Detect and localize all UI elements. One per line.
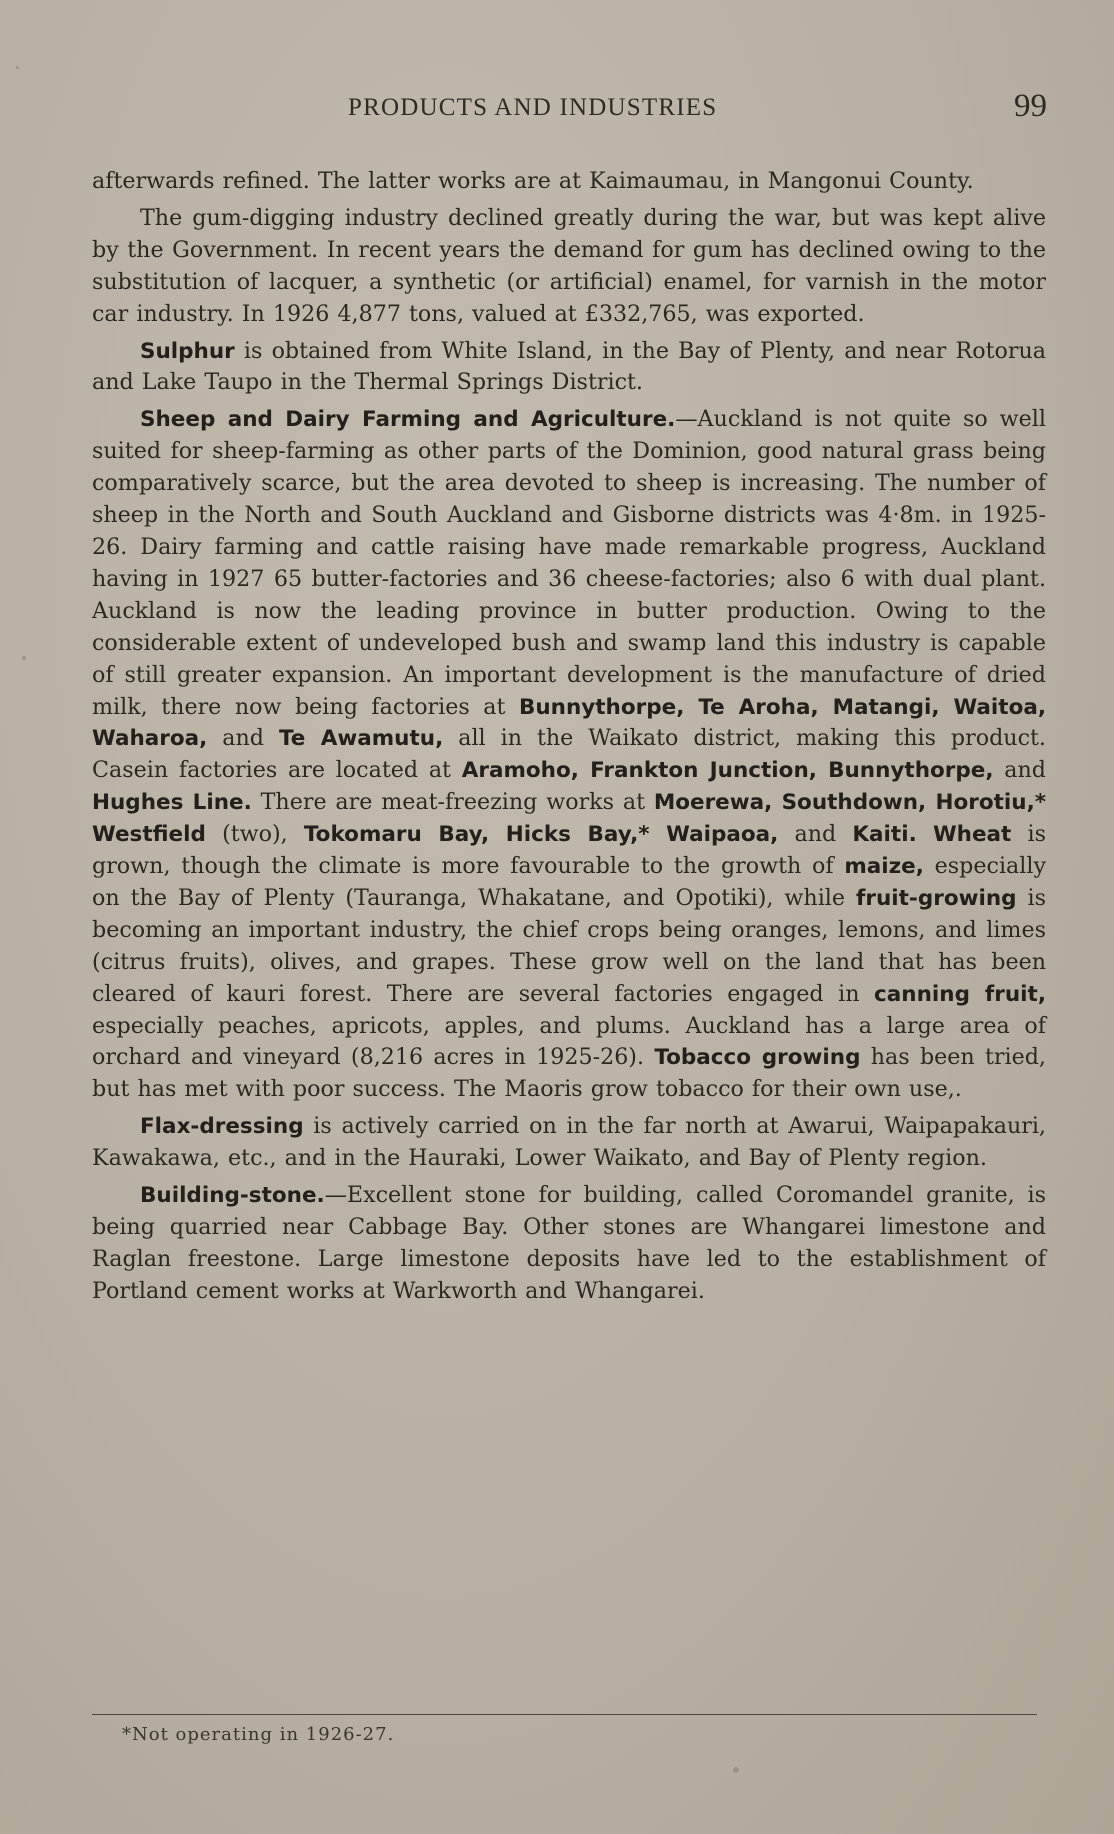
paragraph-gum-digging xyxy=(92,203,1046,331)
paragraph-text: and xyxy=(778,821,853,848)
section-lead-sheep-dairy: Sheep and Dairy Farming and Agriculture. xyxy=(140,407,676,433)
running-head: PRODUCTS AND INDUSTRIES xyxy=(348,94,718,121)
term-maize: maize, xyxy=(844,854,924,880)
paragraph-text: especially peaches, apricots, apples, and plums. Auckland has a large area of orchard and vineyard (8,216 acres in 1925-26). xyxy=(92,1012,1046,1071)
paragraph-text: all in the Waikato district, making this product. Casein factories are located at xyxy=(92,725,1046,784)
footnote-rule xyxy=(92,1714,1037,1715)
paragraph-text: (two), xyxy=(205,821,304,848)
paragraph-text: The gum-digging industry declined greatly during the war, but was kept alive by the Government. In recent years the demand for gum has declined owing to the substitution of lacquer, a synthetic (or artificial) enamel, for varnish in the motor car industry. In 1926 4,877 tons, valued at £332,765, was exported. xyxy=(92,204,1046,327)
paragraph-text: is actively carried on in the far north at Awarui, Waipapakauri, Kawakawa, etc., and in the Hauraki, Lower Waikato, and Bay of Plenty region. xyxy=(92,1113,1046,1172)
page-number: 99 xyxy=(1014,88,1047,124)
place-name-te-awamutu: Te Awamutu, xyxy=(278,726,444,752)
paragraph-text: especially on the Bay of Plenty (Tauranga, Whakatane, and Opotiki), while xyxy=(92,853,1046,911)
paragraph-text: afterwards refined. The latter works are at Kaimaumau, in Mangonui County. xyxy=(92,168,974,194)
section-lead-building-stone: Building-stone. xyxy=(140,1183,325,1209)
paragraph-text: is obtained from White Island, in the Bay of Plenty, and near Rotorua and Lake Taupo in the Thermal Springs District. xyxy=(92,337,1046,396)
place-names-freezing-works: Moerewa, Southdown, Horotiu,* xyxy=(653,790,1046,816)
paper-speck xyxy=(22,656,26,660)
paragraph-sulphur xyxy=(92,336,1046,400)
paper-speck xyxy=(16,66,19,69)
paper-speck xyxy=(733,1767,739,1773)
section-lead-sulphur: Sulphur xyxy=(140,338,235,364)
place-name-westfield: Westfield xyxy=(92,822,206,848)
term-fruit-growing: fruit-growing xyxy=(856,885,1017,911)
body-text xyxy=(92,166,1046,1313)
paragraph-flax-dressing xyxy=(92,1111,1046,1175)
place-names-casein: Aramoho, Frankton Junction, Bunnythorpe, xyxy=(461,758,994,784)
paragraph-text: —Excellent stone for building, called Coromandel granite, is being quarried near Cabbage Bay. Other stones are Whangarei limestone and Raglan freestone. Large limestone deposits have led to the establishment of Portland cement works at Warkworth and Whangarei. xyxy=(92,1182,1046,1304)
place-names-dried-milk: Bunnythorpe, Te Aroha, Matangi, Waitoa, Waharoa, xyxy=(92,694,1047,752)
place-name-kaiti: Kaiti. xyxy=(852,822,917,848)
paragraph-text: is becoming an important industry, the chief crops being oranges, lemons, and limes (citrus fruits), olives, and grapes. These grow well on the land that has been cleared of kauri forest. There are several factories engaged in xyxy=(92,884,1046,1007)
paragraph-sheep-dairy xyxy=(92,404,1046,1106)
paragraph-building-stone xyxy=(92,1180,1046,1308)
paragraph-gum-refining xyxy=(92,166,1046,198)
paragraph-text: There are meat-freezing works at xyxy=(251,789,654,816)
paragraph-text: and xyxy=(207,725,279,752)
term-tobacco-growing: Tobacco growing xyxy=(654,1045,861,1071)
place-names-freezing-works-2: Tokomaru Bay, Hicks Bay,* Waipaoa, xyxy=(303,822,779,848)
paragraph-text: is grown, though the climate is more favourable to the growth of xyxy=(92,821,1046,880)
term-wheat: Wheat xyxy=(932,822,1012,848)
paragraph-text: —Auckland is not quite so well suited for sheep-farming as other parts of the Dominion, good natural grass being comparatively scarce, but the area devoted to sheep is increasing. The number of sheep in the North and South Auckland and Gisborne districts was 4·8m. in 1925-26. Dairy farming and cattle raising have made remarkable progress, Auckland having in 1927 65 butter-factories and 36 cheese-factories; also 6 with dual plant. Auckland is now the leading province in butter production. Owing to the considerable extent of undeveloped bush and swamp land this industry is capable of still greater expansion. An important development is the manufacture of dried milk, there now being factories at xyxy=(92,406,1046,720)
paragraph-text xyxy=(917,821,933,847)
place-name-hughes-line: Hughes Line. xyxy=(92,790,252,816)
paragraph-text: has been tried, but has met with poor success. The Maoris grow tobacco for their own use,. xyxy=(92,1044,1046,1103)
page-header xyxy=(90,90,1047,130)
term-canning-fruit: canning fruit, xyxy=(874,981,1046,1007)
section-lead-flax-dressing: Flax-dressing xyxy=(140,1114,304,1140)
footnote: *Not operating in 1926-27. xyxy=(122,1724,395,1745)
paragraph-text: and xyxy=(993,757,1047,784)
